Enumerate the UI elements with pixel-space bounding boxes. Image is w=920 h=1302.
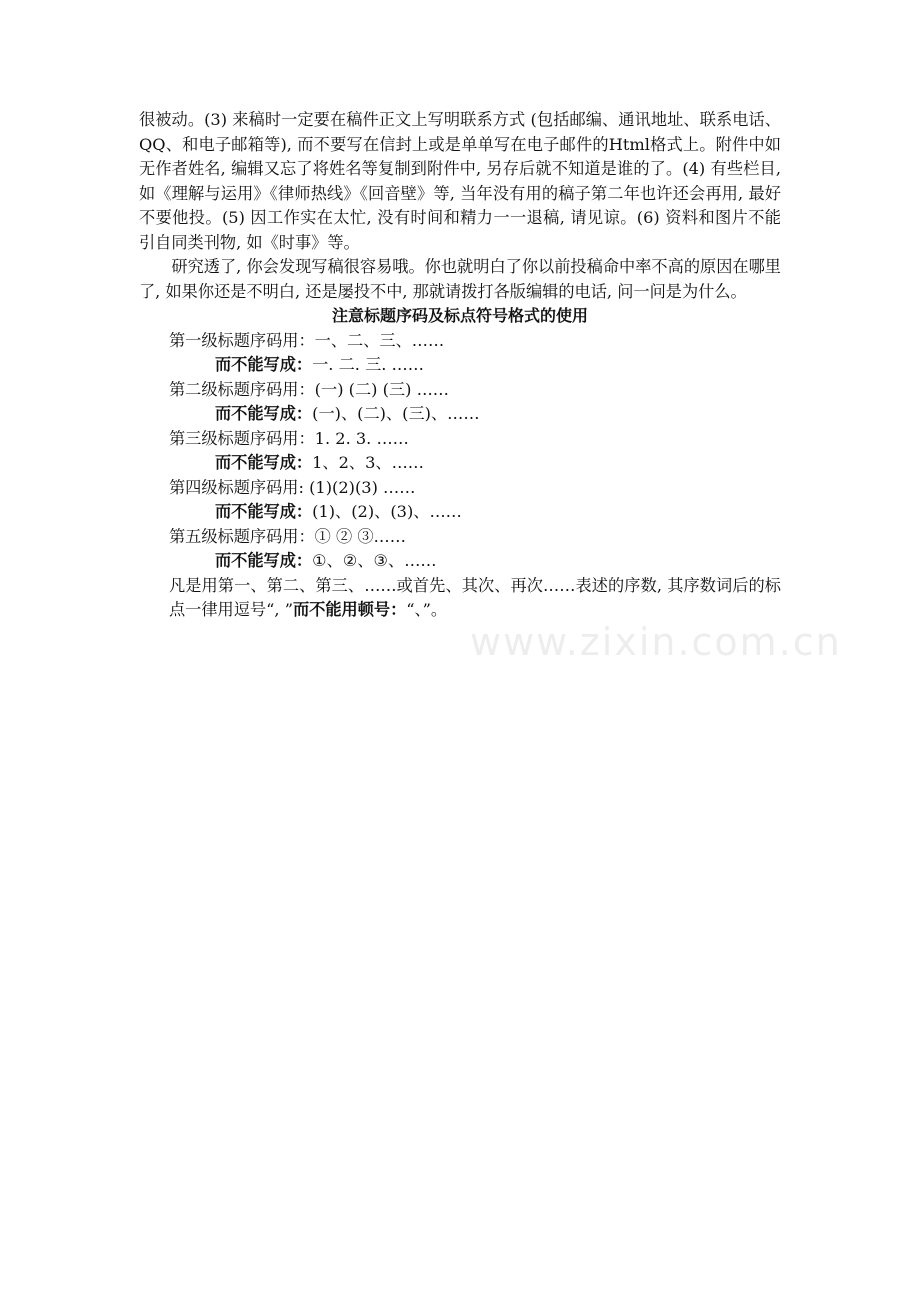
wrong-label: 而不能写成： [215,551,313,570]
wrong-label: 而不能写成： [215,453,313,472]
final-bold: 而不能用顿号： [292,600,407,619]
wrong-value: ①、②、③、…… [312,551,437,570]
final-text: 凡是用第一、第二、第三、……或首先、其次、再次……表述的序数, 其序数词后的标点一律用逗号“, ” [169,575,781,619]
paragraph-punctuation-rule [139,574,781,623]
wrong-value: 一. 二. 三. …… [312,355,424,374]
rule-level-4-correct: 第四级标题序码用: (1)(2)(3) …… [169,477,416,497]
rule-level-2-wrong [139,402,781,427]
rule-level-5-correct: 第五级标题序码用：① ② ③…… [169,526,406,546]
rule-level-1-wrong [139,353,781,378]
paragraph-conclusion: 研究透了, 你会发现写稿很容易哦。你也就明白了你以前投稿命中率不高的原因在哪里了, 如果你还是不明白, 还是屡投不中, 那就请拨打各版编辑的电话, 问一问是为什么。 [139,257,781,301]
wrong-label: 而不能写成： [215,502,313,521]
watermark: www.zixin.com.cn [470,620,842,664]
section-title: 注意标题序码及标点符号格式的使用 [331,306,588,325]
rule-level-3-wrong [139,451,781,476]
wrong-value: 1、2、3、…… [312,453,424,472]
rule-level-3-correct: 第三级标题序码用：1. 2. 3. …… [169,428,409,448]
paragraph-submission-notes: 很被动。(3) 来稿时一定要在稿件正文上写明联系方式 (包括邮编、通讯地址、联系电话、QQ、和电子邮箱等), 而不要写在信封上或是单单写在电子邮件的Html格式上。附件中如无作者姓名, 编辑又忘了将姓名等复制到附件中, 另存后就不知道是谁的了。(4) 有些栏目, 如《理解与运用》《律师热线》《回音壁》等, 当年没有用的稿子第二年也许还会再用, 最好不要他投。(5) 因工作实在太忙, 没有时间和精力一一退稿, 请见谅。(6) 资料和图片不能引自同类刊物, 如《时事》等。 [139,110,781,252]
final-tail: “、”。 [406,600,448,619]
rule-level-4-wrong [139,500,781,525]
wrong-label: 而不能写成： [215,355,313,374]
wrong-value: (一)、(二)、(三)、…… [312,404,480,423]
rule-level-1-correct: 第一级标题序码用：一、二、三、…… [169,330,445,350]
rule-level-5-wrong [139,549,781,574]
rule-level-2-correct: 第二级标题序码用：(一) (二) (三) …… [169,379,449,399]
document-body [139,108,781,623]
wrong-label: 而不能写成： [215,404,313,423]
wrong-value: (1)、(2)、(3)、…… [312,502,462,521]
